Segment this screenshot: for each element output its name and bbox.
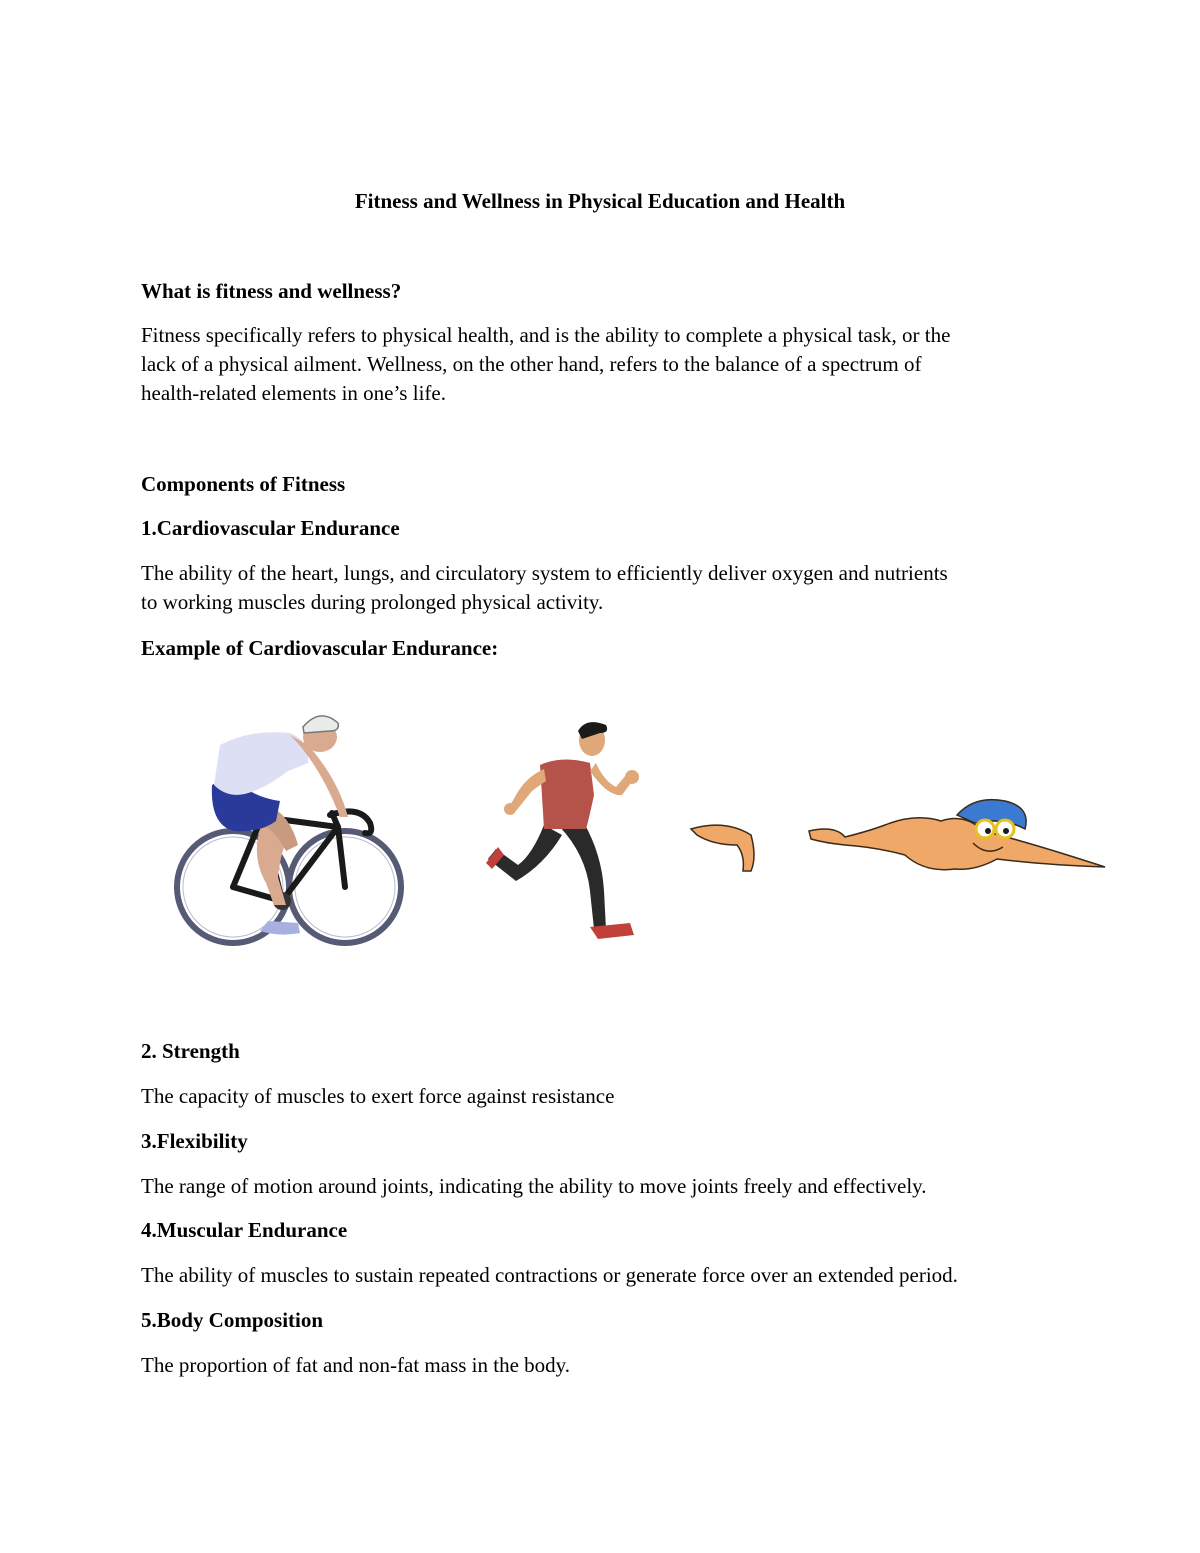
component-2-line-1: The capacity of muscles to exert force against resistance — [141, 1084, 615, 1108]
component-2-heading: 2. Strength — [141, 1039, 240, 1063]
component-4-heading: 4.Muscular Endurance — [141, 1218, 348, 1242]
document-title: Fitness and Wellness in Physical Education and Health — [354, 189, 846, 213]
cyclist-illustration — [170, 705, 410, 950]
components-heading: Components of Fitness — [141, 472, 346, 496]
swimmer-illustration — [685, 795, 1110, 885]
component-1-line-1: The ability of the heart, lungs, and circulatory system to efficiently deliver oxygen and nutrients — [141, 561, 948, 585]
intro-line-1: Fitness specifically refers to physical health, and is the ability to complete a physical task, or the — [141, 323, 951, 347]
example-heading: Example of Cardiovascular Endurance: — [141, 636, 499, 660]
component-3-heading: 3.Flexibility — [141, 1129, 248, 1153]
runner-illustration — [482, 715, 652, 945]
runner-figure — [486, 722, 639, 939]
component-3-line-1: The range of motion around joints, indicating the ability to move joints freely and effectively. — [141, 1174, 927, 1198]
component-1-heading: 1.Cardiovascular Endurance — [141, 516, 400, 540]
component-5-line-1: The proportion of fat and non-fat mass in the body. — [141, 1353, 571, 1377]
component-1-line-2: to working muscles during prolonged physical activity. — [141, 590, 604, 614]
intro-line-2: lack of a physical ailment. Wellness, on the other hand, refers to the balance of a spectrum of — [141, 352, 922, 376]
swimmer-figure — [691, 800, 1105, 871]
intro-line-3: health-related elements in one’s life. — [141, 381, 446, 405]
intro-heading: What is fitness and wellness? — [141, 279, 402, 303]
component-5-heading: 5.Body Composition — [141, 1308, 324, 1332]
component-4-line-1: The ability of muscles to sustain repeated contractions or generate force over an extended period. — [141, 1263, 958, 1287]
